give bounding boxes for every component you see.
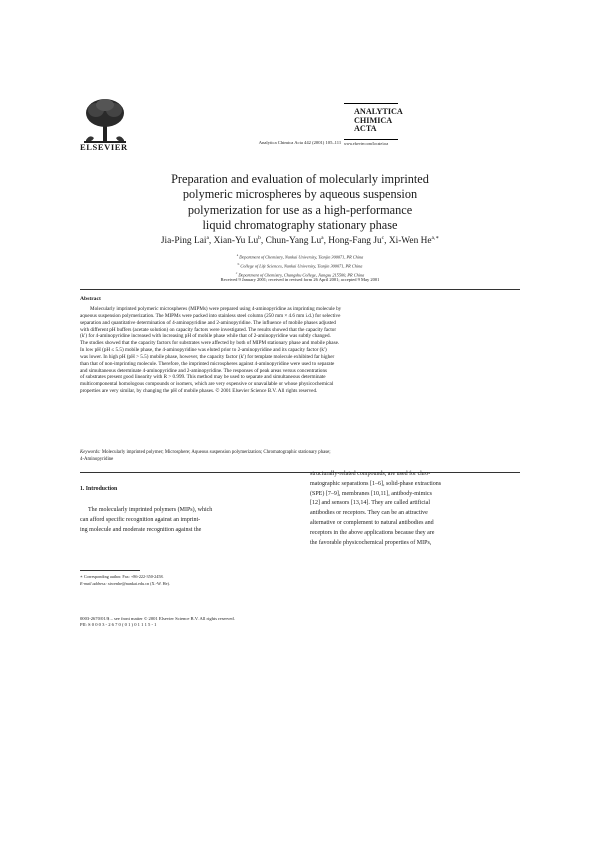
abstract-line: multicomponental homologous compounds or isomers, which are very expensive or unavailable or whose physicochemical <box>80 381 334 388</box>
title-line: liquid chromatography stationary phase <box>202 218 398 233</box>
body-line: ing molecule and moderate recognition against the <box>80 526 202 533</box>
body-line: (SPE) [7–9], membranes [10,11], antibody-mimics <box>310 490 432 497</box>
author-name: Chun-Yang Lu <box>265 236 322 247</box>
footnotes <box>80 574 170 587</box>
body-line: receptors in the above applications because they are <box>310 529 435 536</box>
journal-logo-line: ACTA <box>354 124 377 134</box>
divider <box>80 289 520 290</box>
affiliation-mark: c <box>235 271 238 276</box>
affiliation-item <box>0 252 600 261</box>
body-line: structurally-related compounds, are used for chro- <box>310 471 431 477</box>
author-name: Jia-Ping Lai <box>160 236 207 247</box>
body-line: [12] and sensors [13,14]. They are called artificial <box>310 500 431 507</box>
affiliation-mark: b <box>237 262 240 267</box>
affiliation-item <box>0 261 600 270</box>
journal-url[interactable]: www.elsevier.com/locate/aca <box>344 142 389 146</box>
footnote-rule <box>80 570 140 571</box>
body-line: can afford specific recognition against an imprint- <box>80 516 201 523</box>
title-line: polymerization for use as a high-performance <box>187 202 413 217</box>
abstract-line: The studies showed that the capacity factors for substrates were affected by both of MIPM stationary phase and mobile phase. <box>80 340 340 347</box>
received-dates: Received 9 January 2001; received in revised form 26 April 2001; accepted 9 May 2001 <box>220 277 380 282</box>
publisher-name: ELSEVIER <box>80 142 128 152</box>
email-note <box>80 581 170 588</box>
abstract-line: was lower. In high pH (pH > 5.5) mobile phase, however, the capacity factor (k′) for template molecule exhibited far higher <box>80 353 335 360</box>
body-line: alternative or complement to natural antibodies and <box>310 519 434 526</box>
affiliation-mark: a <box>236 253 239 257</box>
journal-logo-rule-bottom <box>344 139 398 140</box>
journal-logo-rule-top <box>344 103 398 104</box>
abstract-heading: Abstract <box>80 296 101 302</box>
email-address[interactable]: xiwenhe@nankai.edu.cn (X.-W. He). <box>107 580 170 586</box>
body-line: The molecularly imprinted polymers (MIPs), which <box>88 507 213 513</box>
email-label: E-mail address: <box>80 580 107 586</box>
body-line: antibodies or receptors. They can be an attractive <box>310 510 428 517</box>
intro-right-column <box>310 470 520 548</box>
author-affiliation-mark: a <box>206 235 209 241</box>
abstract-body <box>80 306 520 395</box>
title-line: polymeric microspheres by aqueous suspension <box>182 187 418 202</box>
affiliation-text: College of Life Sciences, Nankai University, Tianjin 300071, PR China <box>240 263 363 269</box>
elsevier-tree-logo-icon <box>80 96 130 144</box>
body-line: matographic separations [1–6], solid-phase extractions <box>310 480 442 487</box>
copyright-line: 0003-2670/01/$ – see front matter © 2001 Elsevier Science B.V. All rights reserved. <box>80 616 235 621</box>
author-list: Jia-Ping Lai$^a$, Xian-Yu Lu$^b$, Chun-Yang Lu$^a$, Hong-Fang Ju$^c$, Xi-Wen $He^{a,∗}$ <box>160 235 440 247</box>
keywords <box>80 450 520 463</box>
affiliation-list <box>0 252 600 279</box>
author-affiliation-mark: a <box>321 235 324 241</box>
title-line: Preparation and evaluation of molecularly imprinted <box>171 172 429 186</box>
author-affiliation-mark: a,∗ <box>431 235 440 241</box>
journal-reference: Analytica Chimica Acta 442 (2001) 105–111 <box>258 140 342 145</box>
author-name: Hong-Fang Ju <box>328 236 382 247</box>
author-affiliation-mark: b <box>258 235 261 241</box>
journal-logo-title <box>354 108 403 134</box>
affiliation-text: Department of Chemistry, Nankai University, Tianjin 300071, PR China <box>239 254 364 260</box>
keywords-text: Molecularly imprinted polymer; Microsphere; Aqueous suspension polymerization; Chromatographic stationary phase; <box>101 450 331 455</box>
journal-logo-line: CHIMICA <box>354 115 393 125</box>
abstract-line: of substrates present good linearity with R > 0.999. This method may be used to separate and simultaneous determinate <box>80 374 326 381</box>
author-name: Xian-Yu Lu <box>213 236 259 247</box>
abstract-line: with different pH buffers (acetate solution) on capacity factors were investigated. The results showed that the capacity factor <box>80 326 337 333</box>
affiliation-text: Department of Chemistry, Changshu College, Jiangsu 215500, PR China <box>238 272 365 278</box>
keywords-line <box>80 450 520 457</box>
abstract-line: Molecularly imprinted polymeric microspheres (MIPMs) were prepared using 4-aminopyridine as imprinting molecule by <box>90 306 342 312</box>
abstract-line: aqueous suspension polymerization. The MIPMs were packed into stainless steel column (250 mm × 4.6 mm i.d.) for selective <box>80 312 341 319</box>
section-heading: 1. Introduction <box>80 486 118 492</box>
author-name: Xi-Wen He <box>388 236 432 247</box>
abstract-line: (k′) for 4-aminopyridine increased with increasing pH of mobile phase while that of 2-aminopyridine was subtly changed. <box>80 333 331 340</box>
pii-line: PII: S 0 0 0 3 - 2 6 7 0 ( 0 1 ) 0 1 1 1 5 - 1 <box>80 622 157 628</box>
keywords-label: Keywords: <box>80 450 101 455</box>
abstract-line: separation and quantitative determination of 4-aminopyridine and 2-aminopyridine. The influence of mobile phases adjusted <box>80 319 337 326</box>
body-line: the favorable physicochemical properties of MIPs, <box>310 539 432 546</box>
corresponding-author-note: ∗ Corresponding author. Fax: +86-222-350-2458. <box>80 574 164 579</box>
abstract-line: and simultaneous determinate 4-aminopyridine and 2-aminopyridine. The responses of peak areas versus concentrations <box>80 367 328 374</box>
intro-left-column <box>80 506 290 535</box>
article-title <box>0 172 600 234</box>
abstract-line: In low pH (pH ≤ 5.5) mobile phase, the 4-aminopyridine was eluted prior to 2-aminopyridine and its capacity factor (k′) <box>80 347 327 354</box>
author-affiliation-mark: c <box>381 235 385 241</box>
abstract-line: than that of non-imprinting molecule. Therefore, the imprinted microspheres against 4-aminopyridine were used to separate <box>80 360 335 367</box>
copyright-block <box>80 616 235 629</box>
keywords-line: 4-Aminopyridine <box>80 456 114 462</box>
journal-logo-line: ANALYTICA <box>354 107 403 116</box>
abstract-line: properties are very similar, by changing the pH of mobile phases. © 2001 Elsevier Science B.V. All rights reserved. <box>80 388 318 395</box>
